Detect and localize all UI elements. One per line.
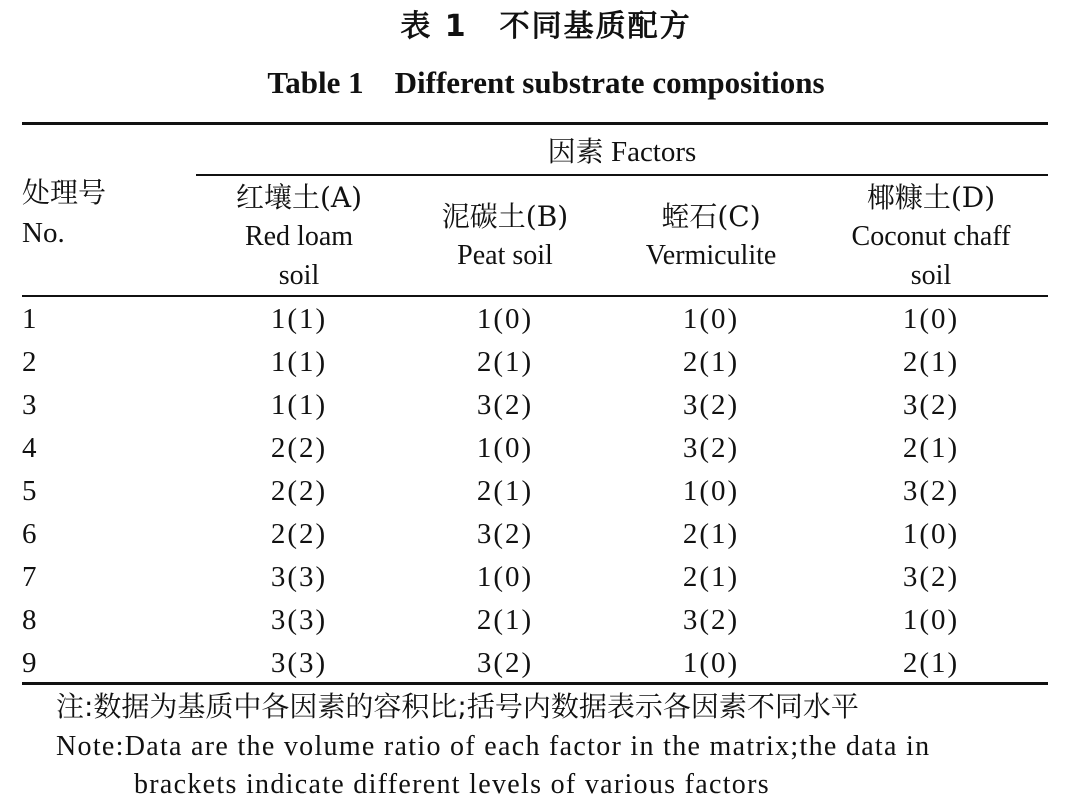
column-header-no-cn: 处理号 bbox=[22, 176, 107, 209]
table-cell-c: 1(0) bbox=[682, 647, 740, 679]
row-number: 8 bbox=[22, 604, 37, 636]
table-cell-d: 3(2) bbox=[902, 389, 960, 421]
column-header-d bbox=[814, 178, 1048, 294]
table-top-rule bbox=[22, 122, 1048, 125]
row-number: 5 bbox=[22, 475, 37, 507]
table-cell-b: 1(0) bbox=[476, 561, 534, 593]
column-header-b-en-line1: Peat soil bbox=[457, 240, 553, 271]
table-cell-d: 1(0) bbox=[902, 604, 960, 636]
column-header-a-cn: 红壤土(A) bbox=[235, 180, 363, 214]
table-cell-a: 2(2) bbox=[270, 432, 328, 464]
column-header-d-en-line2: soil bbox=[910, 259, 952, 291]
table-cell-a: 1(1) bbox=[270, 389, 328, 421]
row-number: 7 bbox=[22, 561, 37, 593]
table-cell-d: 3(2) bbox=[902, 475, 960, 507]
table-note-en-line1: Note:Data are the volume ratio of each factor in the matrix;the data in bbox=[56, 731, 931, 762]
column-header-d-en-line1: Coconut chaff bbox=[851, 220, 1011, 252]
factors-header-en: Factors bbox=[610, 136, 697, 168]
row-number: 4 bbox=[22, 432, 37, 464]
table-cell-c: 3(2) bbox=[682, 604, 740, 636]
table-cell-c: 2(1) bbox=[682, 561, 740, 593]
table-note-en-line2: brackets indicate different levels of various factors bbox=[134, 769, 770, 800]
table-cell-c: 3(2) bbox=[682, 432, 740, 464]
factors-header-cn: 因素 bbox=[547, 135, 604, 168]
row-number: 1 bbox=[22, 303, 37, 335]
table-cell-a: 1(1) bbox=[270, 346, 328, 378]
table-title-cn: 表 1 不同基质配方 bbox=[400, 9, 692, 44]
table-cell-c: 2(1) bbox=[682, 518, 740, 550]
table-cell-a: 2(2) bbox=[270, 475, 328, 507]
table-cell-c: 1(0) bbox=[682, 475, 740, 507]
column-header-c-cn: 蛭石(C) bbox=[661, 200, 761, 233]
column-header-b-cn: 泥碳土(B) bbox=[441, 200, 569, 233]
column-header-b bbox=[402, 178, 608, 294]
column-header-c bbox=[608, 178, 814, 294]
table-cell-a: 2(2) bbox=[270, 518, 328, 550]
table-cell-d: 1(0) bbox=[902, 518, 960, 550]
table-header-rule bbox=[22, 295, 1048, 297]
table-cell-a: 3(3) bbox=[270, 561, 328, 593]
table-cell-c: 1(0) bbox=[682, 303, 740, 335]
table-cell-b: 2(1) bbox=[476, 604, 534, 636]
table-cell-b: 1(0) bbox=[476, 432, 534, 464]
row-number: 2 bbox=[22, 346, 37, 378]
table-title-en: Table 1 Different substrate compositions bbox=[267, 65, 825, 100]
row-number: 3 bbox=[22, 389, 37, 421]
column-header-no bbox=[22, 173, 106, 253]
table-cell-a: 3(3) bbox=[270, 604, 328, 636]
table-cell-b: 3(2) bbox=[476, 389, 534, 421]
row-number: 9 bbox=[22, 647, 37, 679]
table-cell-b: 2(1) bbox=[476, 346, 534, 378]
table-cell-a: 3(3) bbox=[270, 647, 328, 679]
table-bottom-rule bbox=[22, 682, 1048, 685]
table-cell-b: 2(1) bbox=[476, 475, 534, 507]
column-header-a-en-line1: Red loam bbox=[244, 220, 354, 252]
column-header-c-en-line1: Vermiculite bbox=[645, 240, 777, 271]
table-cell-b: 3(2) bbox=[476, 518, 534, 550]
table-cell-d: 1(0) bbox=[902, 303, 960, 335]
column-header-a-en-line2: soil bbox=[278, 259, 320, 291]
column-header-d-cn: 椰糠土(D) bbox=[866, 180, 996, 214]
table-note-cn: 注:数据为基质中各因素的容积比;括号内数据表示各因素不同水平 bbox=[56, 690, 859, 723]
column-header-no-en: No. bbox=[22, 217, 65, 249]
column-header-a bbox=[196, 178, 402, 294]
table-cell-c: 2(1) bbox=[682, 346, 740, 378]
table-cell-d: 2(1) bbox=[902, 432, 960, 464]
factors-group-header bbox=[196, 132, 1048, 172]
table-cell-d: 2(1) bbox=[902, 647, 960, 679]
row-number: 6 bbox=[22, 518, 37, 550]
table-cell-d: 2(1) bbox=[902, 346, 960, 378]
table-cell-d: 3(2) bbox=[902, 561, 960, 593]
table-cell-b: 3(2) bbox=[476, 647, 534, 679]
table-cell-b: 1(0) bbox=[476, 303, 534, 335]
table-cell-c: 3(2) bbox=[682, 389, 740, 421]
table-cell-a: 1(1) bbox=[270, 303, 328, 335]
factors-group-rule bbox=[196, 174, 1048, 176]
